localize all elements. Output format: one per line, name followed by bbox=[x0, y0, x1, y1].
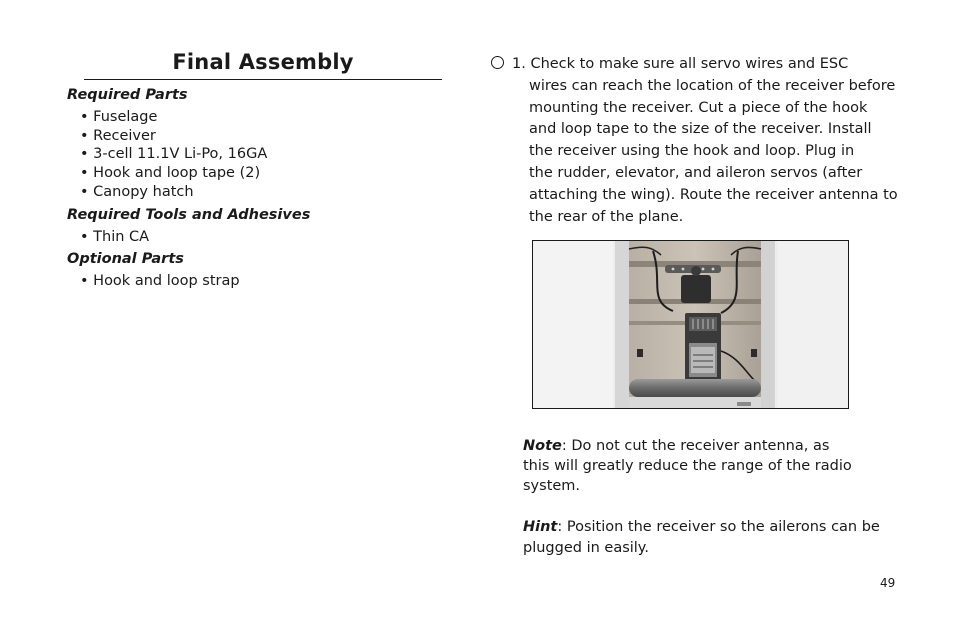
list-item: • Hook and loop strap bbox=[80, 273, 240, 289]
optional-parts-heading: Optional Parts bbox=[67, 251, 184, 267]
note-label: Note bbox=[523, 438, 562, 454]
step-checkbox-icon[interactable] bbox=[491, 56, 504, 69]
list-item: • Receiver bbox=[80, 128, 156, 144]
title-underline bbox=[84, 79, 442, 80]
list-item: • Hook and loop tape (2) bbox=[80, 165, 261, 181]
hint-first-line bbox=[523, 519, 880, 535]
step-text-line: and loop tape to the size of the receiver. Install bbox=[529, 121, 872, 137]
list-item: • 3-cell 11.1V Li-Po, 16GA bbox=[80, 146, 268, 162]
step-text-line: mounting the receiver. Cut a piece of the hook bbox=[529, 100, 868, 116]
page-title: Final Assembly bbox=[172, 50, 354, 74]
step-text-line: the receiver using the hook and loop. Plug in bbox=[529, 143, 855, 159]
step-text-line: 1. Check to make sure all servo wires and ESC bbox=[512, 56, 849, 72]
receiver-installation-photo bbox=[532, 240, 849, 409]
step-text-line: the rudder, elevator, and aileron servos (after bbox=[529, 165, 863, 181]
step-text-line: the rear of the plane. bbox=[529, 209, 684, 225]
note-first-line bbox=[523, 438, 829, 454]
list-item: • Canopy hatch bbox=[80, 184, 194, 200]
required-parts-heading: Required Parts bbox=[67, 87, 188, 103]
list-item: • Thin CA bbox=[80, 229, 150, 245]
hint-label: Hint bbox=[523, 519, 558, 535]
hint-text-line: plugged in easily. bbox=[523, 540, 649, 556]
required-tools-heading: Required Tools and Adhesives bbox=[67, 207, 311, 223]
hint-text: : Position the receiver so the ailerons can be bbox=[557, 519, 880, 535]
note-text: : Do not cut the receiver antenna, as bbox=[561, 438, 830, 454]
step-text-line: attaching the wing). Route the receiver antenna to bbox=[529, 187, 898, 203]
page-number: 49 bbox=[880, 576, 896, 590]
note-text-line: this will greatly reduce the range of the radio bbox=[523, 458, 852, 474]
fuselage-interior-image bbox=[533, 241, 849, 409]
note-text-line: system. bbox=[523, 478, 581, 494]
list-item: • Fuselage bbox=[80, 109, 158, 125]
step-text-line: wires can reach the location of the receiver before bbox=[529, 78, 896, 94]
